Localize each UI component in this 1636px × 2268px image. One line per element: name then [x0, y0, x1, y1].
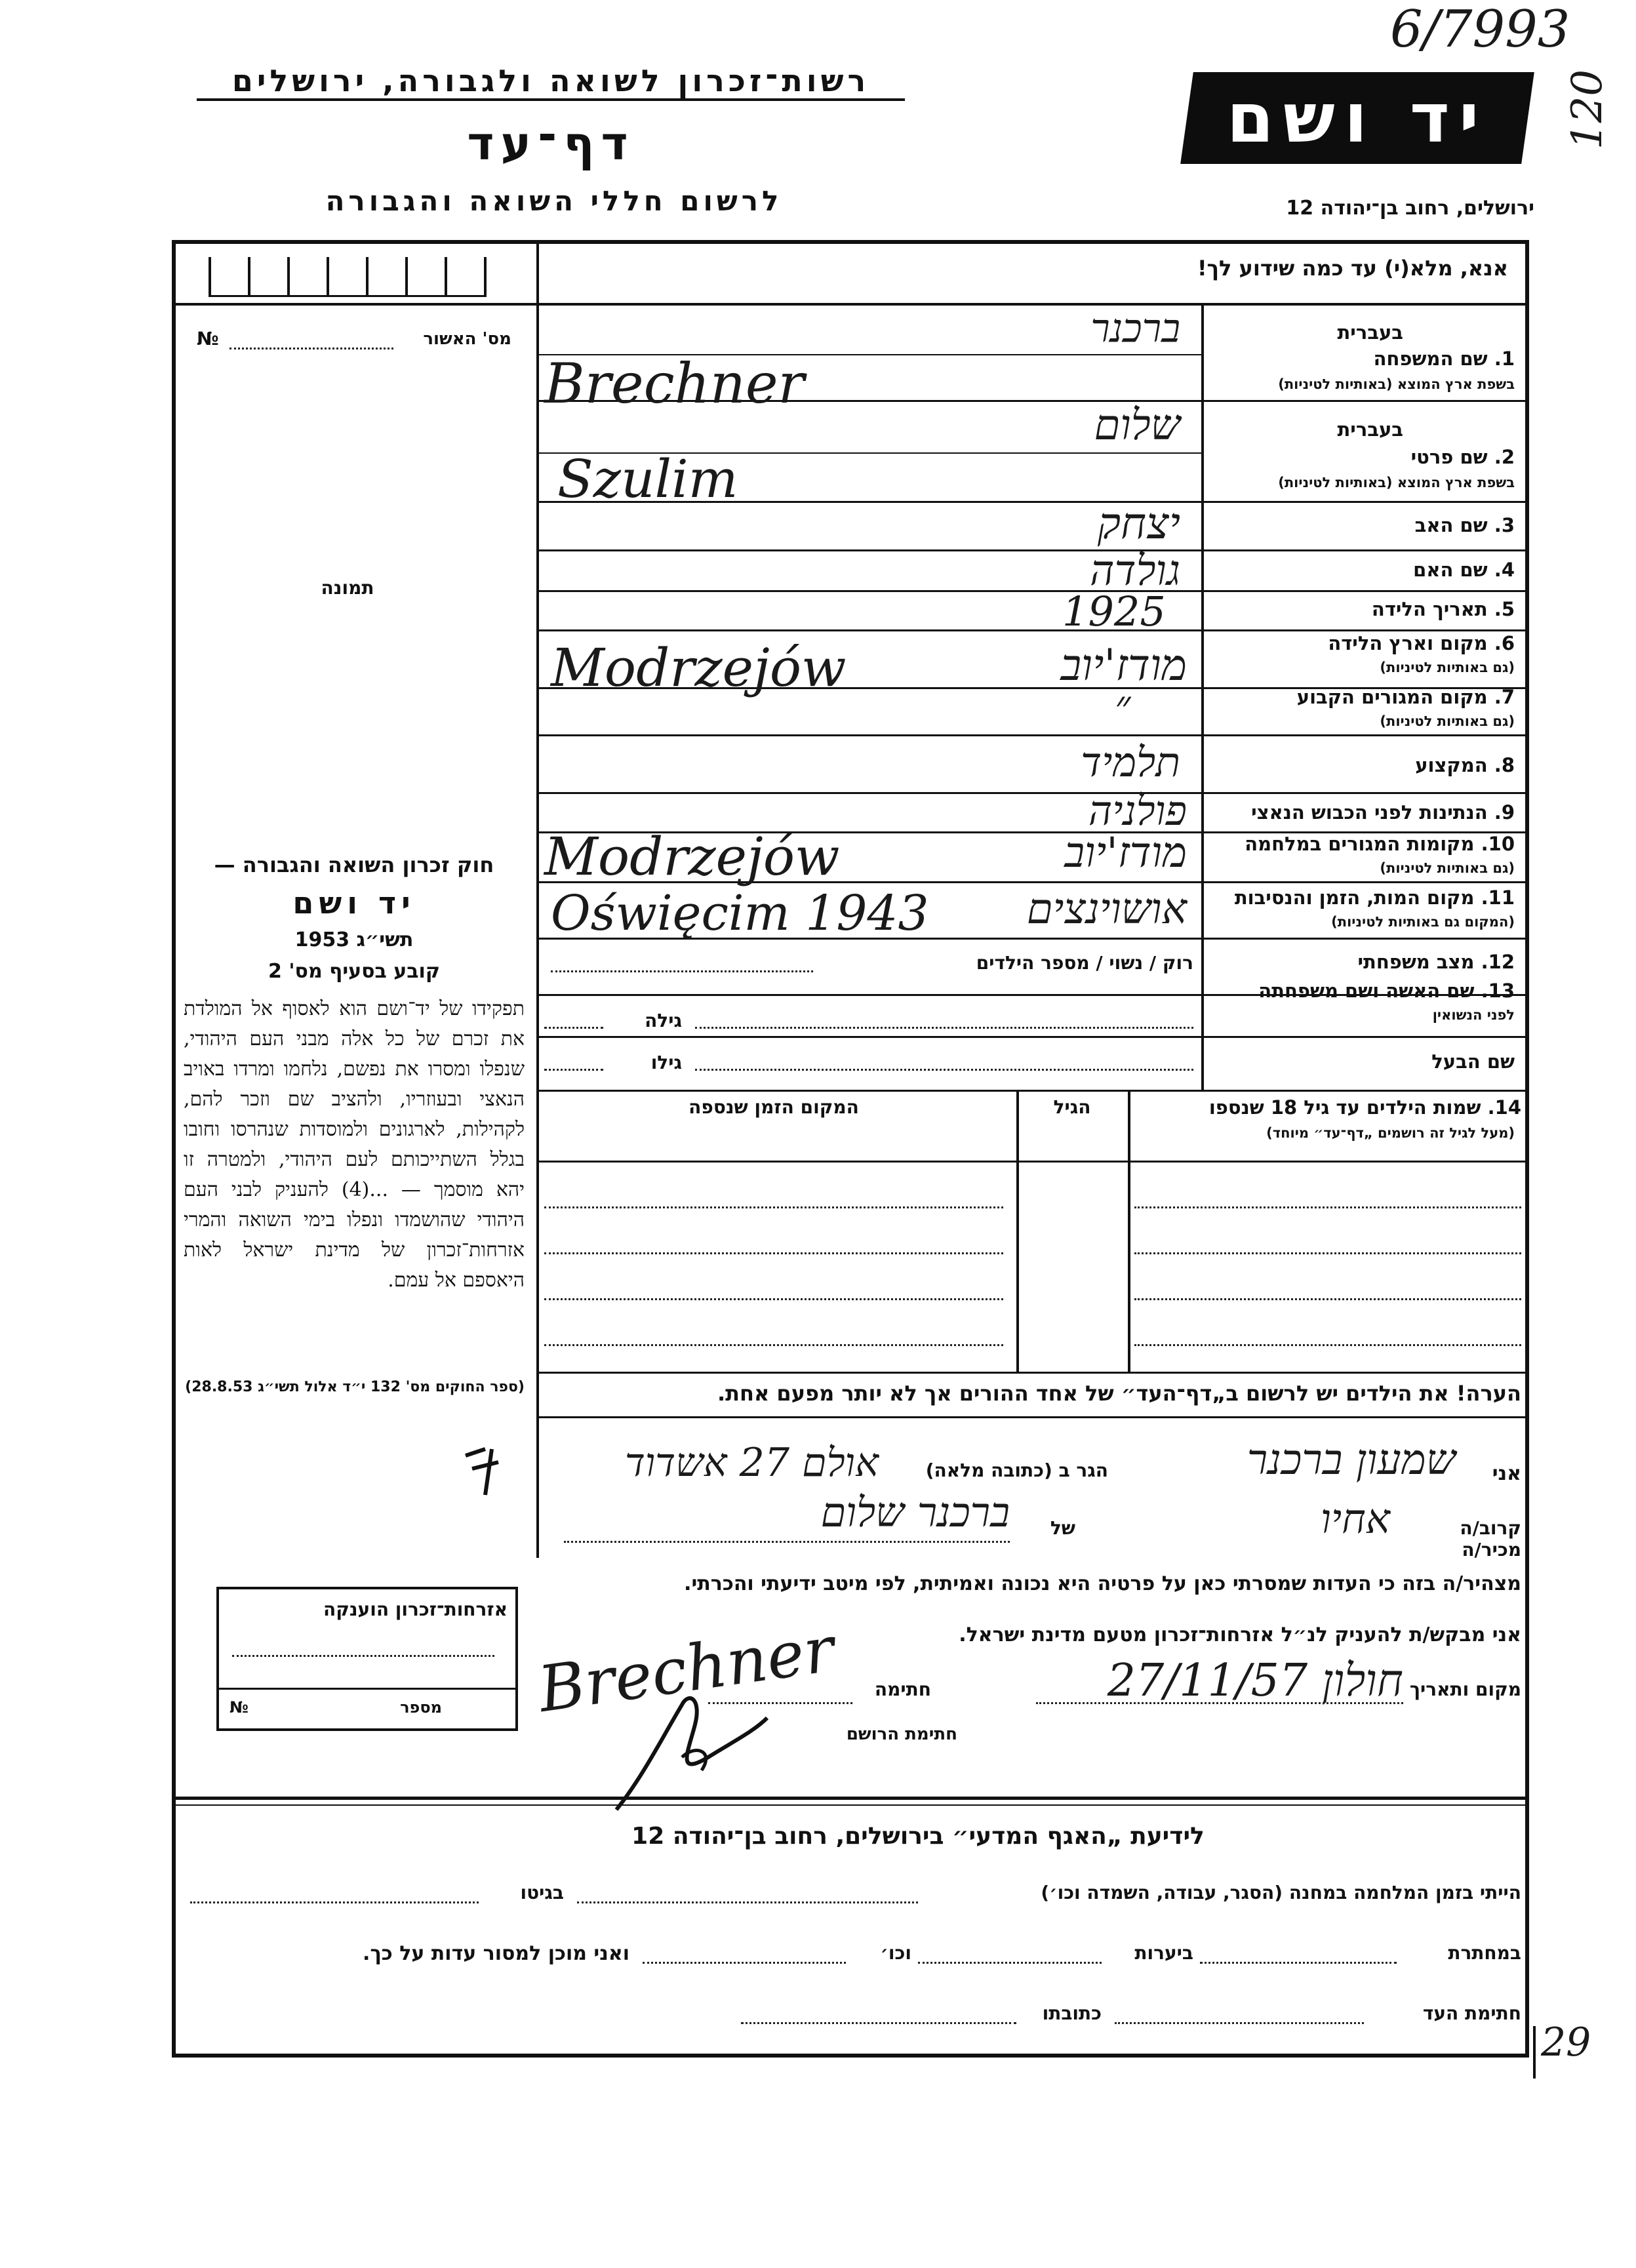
field-residence-sub: (גם באותיות לטיניות) — [1380, 713, 1515, 729]
decl-statement: מצהיר/ה בזה כי העדות שמסרתי כאן על פרטיה היא נכונה ואמיתית, לפי מיטב ידיעתי והכרתי. — [684, 1572, 1521, 1595]
decl-i: אני — [1492, 1462, 1521, 1485]
field-firstname-heb-tag: בעברית — [1337, 418, 1403, 441]
field-residence-label: 7. מקום המגורים הקבוע — [1296, 686, 1515, 708]
death-latin-value: Oświęcim 1943 — [551, 885, 929, 942]
footer-line2-b: ביערות — [1134, 1942, 1193, 1964]
profession-value: תלמיד — [1081, 738, 1180, 786]
field-surname-heb-tag: בעברית — [1337, 321, 1403, 344]
code-boxes — [176, 244, 536, 302]
field-firstname-sub: בשפת ארץ המוצא (באותיות לטיניות) — [1278, 475, 1515, 490]
birthplace-latin-value: Modrzejów — [551, 637, 847, 698]
decl-of: של — [1050, 1517, 1075, 1539]
memorial-box — [216, 1587, 518, 1731]
children-age-col: הגיל — [1053, 1096, 1091, 1118]
husband-age-label: גילו — [650, 1052, 682, 1073]
form-subtitle: לרשום חללי השואה והגבורה — [325, 185, 783, 217]
father-value: יצחק — [1097, 498, 1180, 549]
decl-address: אולם 27 אשדוד — [624, 1440, 879, 1486]
approval-label: מס' האשור — [423, 329, 511, 349]
field-mother-label: 4. שם האם — [1413, 559, 1515, 581]
footer-line2-a: במחתרת — [1448, 1942, 1521, 1964]
law-section: קובע בסעיף מס' 2 — [268, 960, 440, 983]
law-source: (ספר החוקים מס' 132 י״ד אלול תשי״ג 28.8.53) — [185, 1379, 525, 1395]
signature-scrawl-icon — [603, 1679, 774, 1823]
field-profession-label: 8. המקצוע — [1415, 754, 1515, 776]
firstname-hebrew-value: שלום — [1094, 401, 1180, 450]
birthplace-hebrew-value: מודז'יוב — [1060, 640, 1187, 690]
decl-place-date: חולון 27/11/57 — [1107, 1655, 1403, 1707]
field-wartime-residence-sub: (גם באותיות לטיניות) — [1380, 860, 1515, 876]
marital-options: רוק / נשוי / מספר הילדים — [976, 952, 1193, 974]
field-death-label: 11. מקום המות, הזמן והנסיבות — [1234, 886, 1515, 909]
wartime-residence-latin-value: Modrzejów — [544, 826, 840, 887]
firstname-latin-value: Szulim — [557, 448, 738, 509]
birthdate-value: 1925 — [1062, 587, 1166, 635]
residence-value: ״ — [1115, 682, 1131, 730]
side-number: 120 — [1563, 69, 1612, 150]
law-year: תשי״ג 1953 — [294, 928, 414, 951]
mother-value: גולדה — [1090, 547, 1180, 595]
field-birthdate-label: 5. תאריך הלידה — [1371, 598, 1515, 620]
decl-place-date-label: מקום ותאריך — [1409, 1679, 1521, 1700]
authority-name: רשות־זכרון לשואה ולגבורה, ירושלים — [197, 63, 905, 101]
children-note: הערה! את הילדים יש לרשום ב„דף־העד״ של אחד ההורים אך לא יותר מפעם אחת. — [717, 1381, 1521, 1406]
page-number: 29 — [1541, 2019, 1591, 2065]
decl-relative-label: קרוב/ה מכיר/ה — [1460, 1517, 1521, 1561]
decl-resides: הגר ב (כתובה מלאה) — [925, 1460, 1108, 1481]
decl-recorder-label: חתימת הרושם — [846, 1724, 957, 1744]
field-surname-sub: בשפת ארץ המוצא (באותיות לטיניות) — [1278, 376, 1515, 392]
footer-line1: הייתי בזמן המלחמה במחנה (הסגר, עבודה, השמדה וכו׳) — [1041, 1882, 1521, 1903]
footer-line1-end: בגיטו — [520, 1882, 564, 1903]
memorial-box-title: אזרחות־זכרון הוענקה — [323, 1599, 508, 1620]
check-mark-icon — [459, 1442, 518, 1502]
law-title: חוק זכרון השואה והגבורה — — [214, 852, 494, 877]
decl-request: אני מבקש/ת להעניק לנ״ל אזרחות־זכרון מטעם מדינת ישראל. — [959, 1623, 1521, 1646]
wartime-residence-hebrew-value: מודז'יוב — [1064, 829, 1187, 877]
instruction: אנא, מלא(י) עד כמה שידוע לך! — [1197, 256, 1508, 281]
signature: Brechner — [534, 1612, 839, 1727]
law-body: תפקידו של יד־ושם הוא לאסוף אל המולדת את זכרם של כל אלה מבני העם היהודי, שנפלו ומסרו את נפשם, נלחמו ומרדו באויב הנאצי ובעוזריו, ולהציב שם וזכר להם, לקהילות, לארגונים ולמוסדות שנהרסו וחובו בגלל השתייכותם לעם היהודי, ולמטרה זו יהא מוסמך — ...(4) להעניק לבני העם היהודי שהושמדו ונפלו בימי השואה והמרי אזרחות־זכרון של מדינת ישראל לאות היאספם אל עמם. — [184, 997, 525, 1292]
children-sub: (מעל לגיל זה רושמים „דף־עד״ מיוחד) — [1266, 1125, 1515, 1141]
wife-age-label: גילה — [645, 1010, 682, 1031]
field-husband-label: שם הבעל — [1431, 1050, 1515, 1073]
footer-line2-end: ואני מוכן למסור עדות על כך. — [363, 1942, 629, 1965]
children-place-col: המקום הזמן שנספה — [688, 1096, 859, 1118]
death-hebrew-value: אושוינצים — [1026, 885, 1187, 934]
law-logo: יד ושם — [292, 885, 416, 921]
memorial-box-number-label: מספר — [400, 1698, 442, 1717]
photo-label: תמונה — [321, 577, 374, 599]
decl-name: שמעון ברכנר — [1247, 1436, 1456, 1484]
yad-vashem-logo — [1180, 72, 1534, 164]
address: ירושלים, רחוב בן־יהודה 12 — [1286, 197, 1534, 220]
footer-line3-b: כתובתו — [1042, 2002, 1102, 2024]
nationality-value: פולניה — [1088, 787, 1187, 835]
archive-number: 6/7993 — [1390, 0, 1570, 59]
logo-text: יד ושם — [1226, 78, 1488, 158]
form-title: דף־עד — [467, 117, 635, 170]
field-birthplace-sub: (גם באותיות לטיניות) — [1380, 660, 1515, 675]
approval-no: № — [197, 328, 219, 349]
field-wife-label: 13. שם האשה ושם משפחתה — [1258, 980, 1515, 1002]
field-wartime-residence-label: 10. מקומות המגורים במלחמה — [1245, 833, 1515, 855]
field-firstname-label: 2. שם פרטי — [1410, 446, 1515, 468]
surname-hebrew-value: ברכנר — [1090, 306, 1180, 351]
field-birthplace-label: 6. מקום וארץ הלידה — [1328, 632, 1515, 654]
field-death-sub: (המקום גם באותיות לטיניות) — [1331, 914, 1515, 930]
footer-line2-c: וכו׳ — [880, 1942, 911, 1964]
footer-line3-a: חתימת העד — [1422, 2002, 1521, 2024]
decl-signature-label: חתימה — [874, 1679, 931, 1700]
decl-of-name: ברכנר שלום — [820, 1488, 1010, 1536]
field-father-label: 3. שם האב — [1414, 514, 1515, 536]
field-surname-label: 1. שם המשפחה — [1373, 348, 1515, 370]
surname-latin-value: Brechner — [544, 351, 805, 416]
field-nationality-label: 9. הנתינות לפני הכבוש הנאצי — [1251, 801, 1515, 824]
field-marital-label: 12. מצב משפחתי — [1357, 951, 1515, 973]
memorial-box-no: № — [229, 1698, 249, 1717]
children-label: 14. שמות הילדים עד גיל 18 שנספו — [1208, 1096, 1521, 1119]
field-wife-sub: לפני הנשואין — [1432, 1007, 1515, 1023]
footer-title: לידיעת „האגף המדעי״ בירושלים, רחוב בן־יהודה 12 — [631, 1823, 1205, 1850]
decl-relation: אחיו — [1320, 1495, 1390, 1543]
